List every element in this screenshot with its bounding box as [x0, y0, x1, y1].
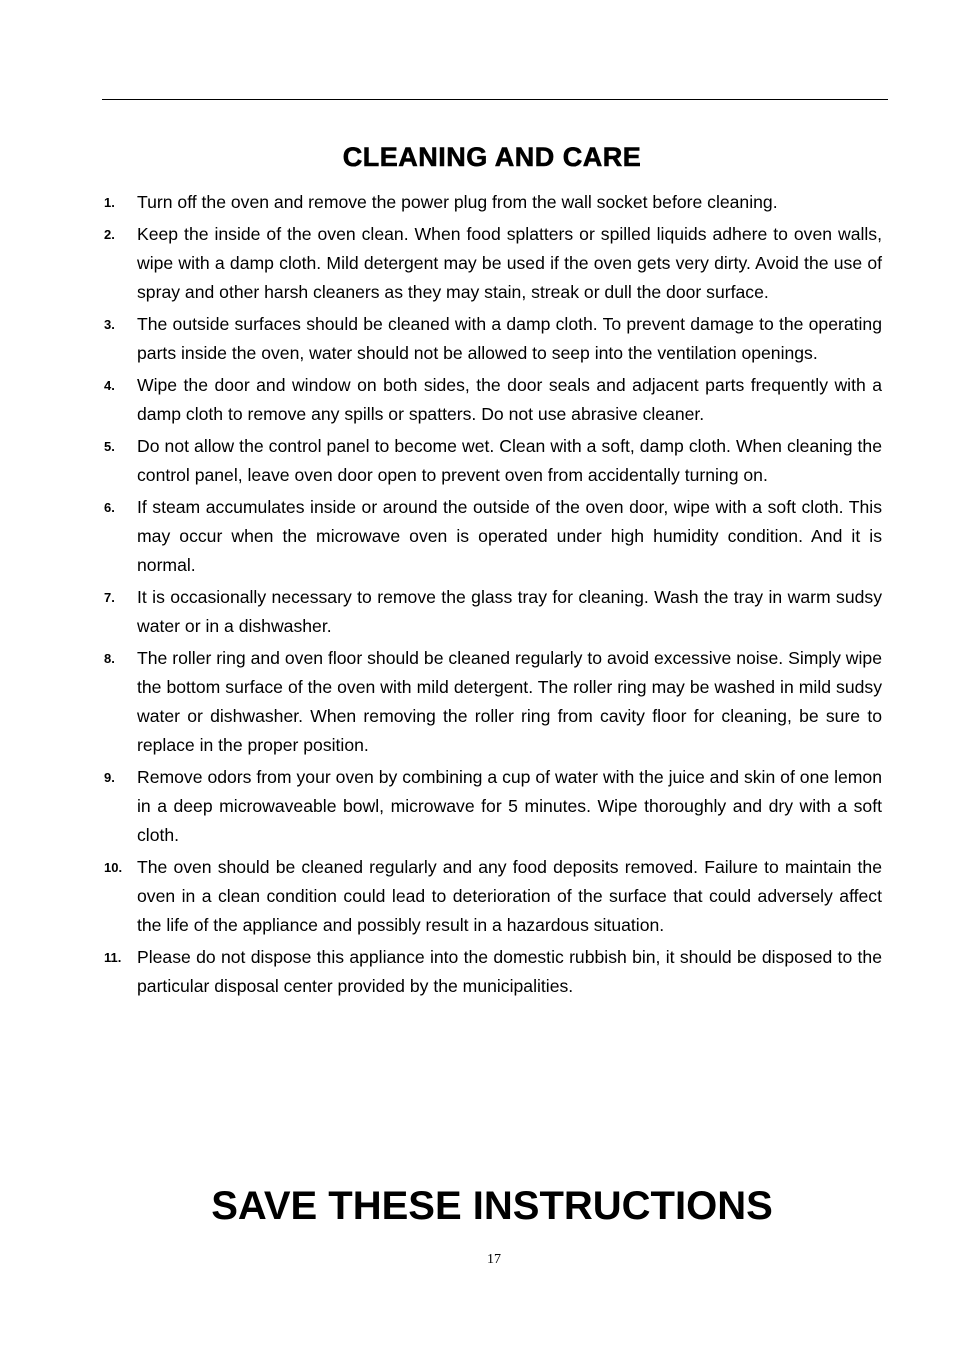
instruction-list — [104, 188, 882, 1004]
save-instructions-heading: SAVE THESE INSTRUCTIONS — [211, 1184, 773, 1228]
list-item — [104, 432, 882, 490]
item-number: 2. — [104, 227, 115, 242]
item-text: The roller ring and oven floor should be cleaned regularly to avoid excessive noise. Simply wipe the bottom surface of the oven with mild detergent. The roller ring may be washed in mild sudsy water or dishwasher. When removing the roller ring from cavity floor for cleaning, be sure to replace in the proper position. — [137, 648, 882, 755]
item-text: The oven should be cleaned regularly and any food deposits removed. Failure to maintain the oven in a clean condition could lead to deterioration of the surface that could adversely affect the life of the appliance and possibly result in a hazardous situation. — [137, 857, 882, 935]
list-item — [104, 310, 882, 368]
item-text: Please do not dispose this appliance into the domestic rubbish bin, it should be disposed to the particular disposal center provided by the municipalities. — [137, 947, 882, 996]
list-item — [104, 188, 882, 217]
item-text: It is occasionally necessary to remove the glass tray for cleaning. Wash the tray in warm sudsy water or in a dishwasher. — [137, 587, 882, 636]
item-text: If steam accumulates inside or around the outside of the oven door, wipe with a soft cloth. This may occur when the microwave oven is operated under high humidity condition. And it is normal. — [137, 497, 882, 575]
list-item — [104, 220, 882, 307]
item-text: The outside surfaces should be cleaned with a damp cloth. To prevent damage to the operating parts inside the oven, water should not be allowed to seep into the ventilation openings. — [137, 314, 882, 363]
item-number: 9. — [104, 770, 115, 785]
item-number: 3. — [104, 317, 115, 332]
list-item — [104, 763, 882, 850]
list-item — [104, 371, 882, 429]
item-number: 1. — [104, 195, 115, 210]
page-title: CLEANING AND CARE — [342, 142, 642, 172]
list-item — [104, 853, 882, 940]
list-item — [104, 583, 882, 641]
page-number: 17 — [487, 1252, 501, 1267]
item-number: 6. — [104, 500, 115, 515]
item-number: 11. — [104, 950, 122, 965]
item-number: 5. — [104, 439, 115, 454]
list-item — [104, 644, 882, 760]
item-text: Turn off the oven and remove the power plug from the wall socket before cleaning. — [137, 192, 778, 212]
item-number: 4. — [104, 378, 115, 393]
item-number: 8. — [104, 651, 115, 666]
item-text: Keep the inside of the oven clean. When food splatters or spilled liquids adhere to oven walls, wipe with a damp cloth. Mild detergent may be used if the oven gets very dirty. Avoid the use of spray and other harsh cleaners as they may stain, streak or dull the door surface. — [137, 224, 882, 302]
item-number: 7. — [104, 590, 115, 605]
item-text: Wipe the door and window on both sides, the door seals and adjacent parts frequently with a damp cloth to remove any spills or spatters. Do not use abrasive cleaner. — [137, 375, 882, 424]
item-text: Remove odors from your oven by combining a cup of water with the juice and skin of one lemon in a deep microwaveable bowl, microwave for 5 minutes. Wipe thoroughly and dry with a soft cloth. — [137, 767, 882, 845]
list-item — [104, 493, 882, 580]
header-rule — [102, 99, 888, 100]
list-item — [104, 943, 882, 1001]
item-text: Do not allow the control panel to become wet. Clean with a soft, damp cloth. When cleaning the control panel, leave oven door open to prevent oven from accidentally turning on. — [137, 436, 882, 485]
item-number: 10. — [104, 860, 123, 875]
